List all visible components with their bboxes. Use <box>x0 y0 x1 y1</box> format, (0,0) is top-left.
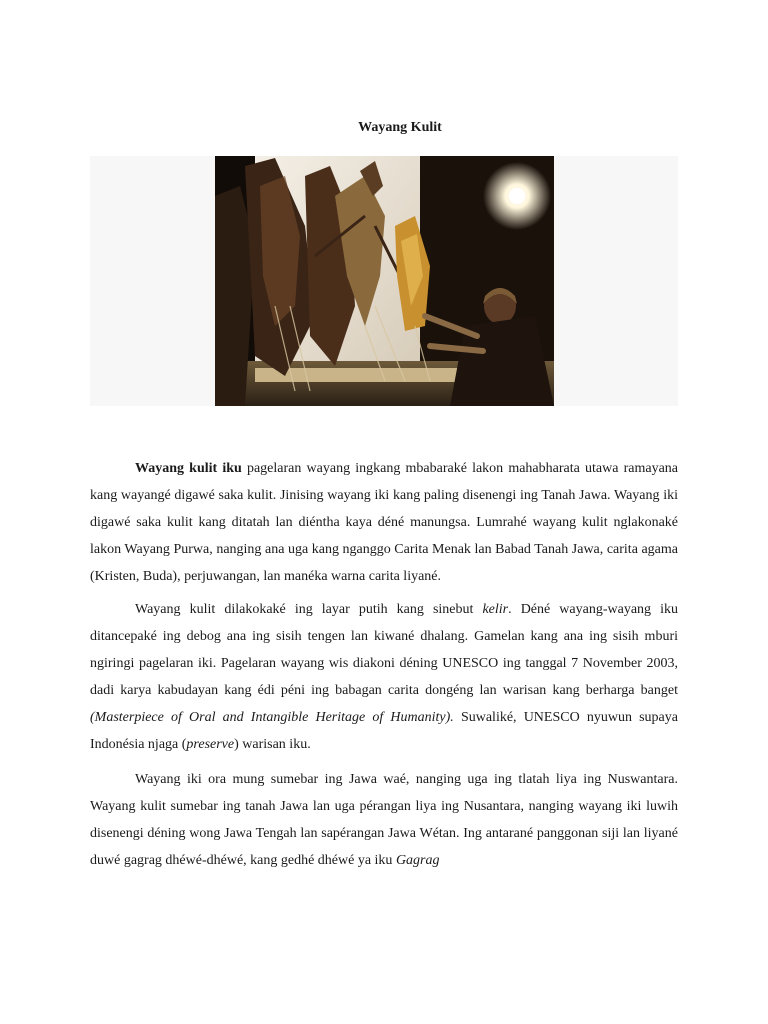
term-kelir: kelir <box>482 602 509 617</box>
term-gagrag: Gagrag <box>395 853 440 868</box>
term-preserve: preserve <box>186 737 235 752</box>
spotlight-bulb <box>509 188 525 204</box>
lead-term: Wayang kulit iku <box>135 461 242 476</box>
page-title: Wayang Kulit <box>358 120 442 135</box>
paragraph-2-text-d: ) warisan iku. <box>234 737 311 752</box>
paragraph-2-text-c: Suwaliké, UNESCO nyuwun supaya Indonésia njaga ( <box>90 710 678 752</box>
body-text <box>90 455 678 882</box>
paragraph-1 <box>90 455 678 590</box>
paragraph-2-text-a: Wayang kulit dilakokaké ing layar putih kang sinebut <box>135 602 483 617</box>
paragraph-2-text-b: . Déné wayang-wayang iku ditancepaké ing debog ana ing sisih tengen lan kiwané dhalang. Gamelan kang ana ing sisih mburi ngiringi pagelaran iki. Pagelaran wayang wis diakoni déning UNESCO ing tanggal 7 November 2003, dadi karya kabudayan kang édi péni ing babagan carita dongéng lan warisan kang berharga banget <box>90 602 678 698</box>
paragraph-3-text-a: Wayang iki ora mung sumebar ing Jawa waé, nanging uga ing tlatah liya ing Nuswantara. Wayang kulit sumebar ing tanah Jawa lan uga pérangan liya ing Nusantara, nanging wayang iki luwih disenengi déning wong Jawa Tengah lan sapérangan Jawa Wétan. Ing antarané panggonan siji lan liyané duwé gagrag dhéwé-dhéwé, kang gedhé dhéwé ya iku <box>90 772 678 868</box>
paragraph-2 <box>90 596 678 758</box>
term-masterpiece: (Masterpiece of Oral and Intangible Heritage of Humanity). <box>90 710 454 725</box>
wayang-performance-photo <box>215 156 554 406</box>
paragraph-3 <box>90 766 678 874</box>
photo-illustration <box>215 156 554 406</box>
paragraph-1-text: pagelaran wayang ingkang mbabaraké lakon mahabharata utawa ramayana kang wayangé digawé saka kulit. Jinising wayang iki kang paling disenengi ing Tanah Jawa. Wayang iki digawé saka kulit kang ditatah lan diéntha kaya déné manungsa. Lumrahé wayang kulit nglakonaké lakon Wayang Purwa, nanging ana uga kang nganggo Carita Menak lan Babad Tanah Jawa, carita agama (Kristen, Buda), perjuwangan, lan manéka warna carita liyané. <box>90 461 678 584</box>
